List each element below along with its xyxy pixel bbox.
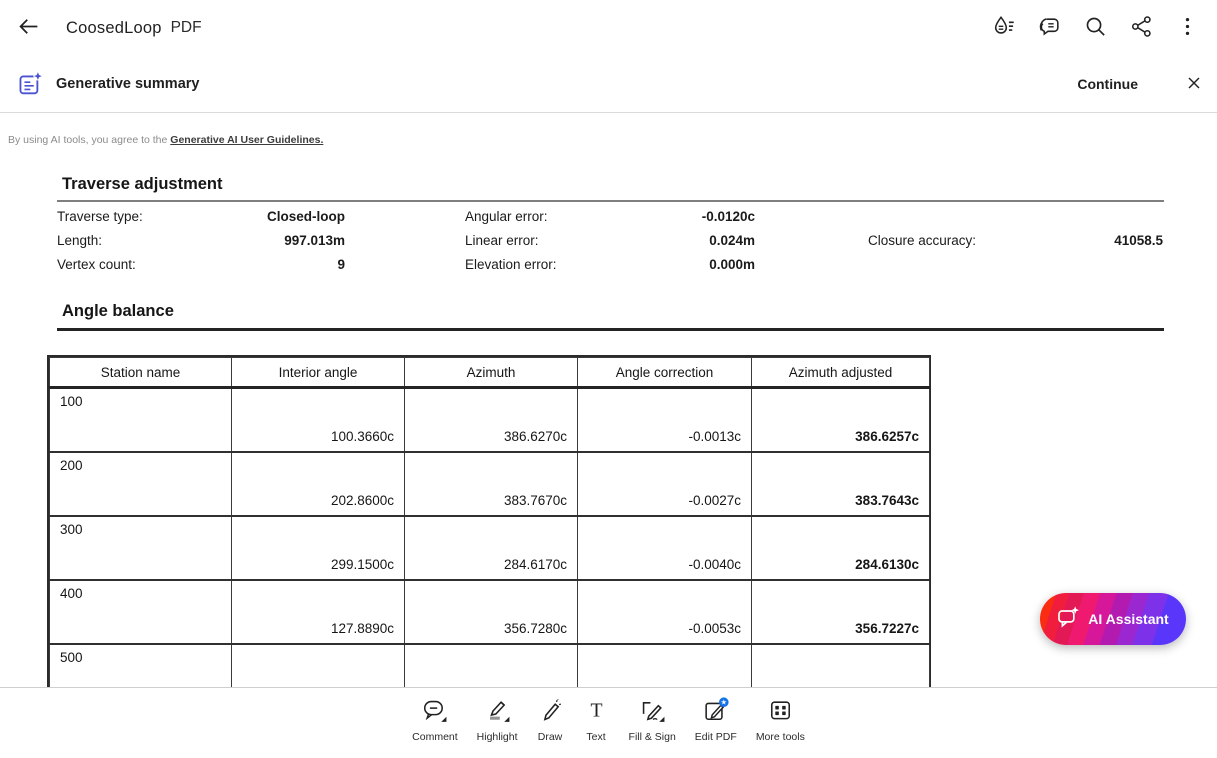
cell-adjusted: 386.6257c	[752, 388, 930, 452]
field-label: Vertex count:	[57, 257, 136, 272]
bottom-toolbar	[0, 688, 1217, 758]
cell-correction: -0.0053c	[578, 580, 752, 644]
cell-azimuth: 383.7670c	[405, 452, 578, 516]
fill-sign-icon	[639, 697, 666, 727]
app-bar	[0, 0, 1217, 56]
field-value: 9	[337, 257, 345, 272]
ai-chat-sparkle-icon	[1057, 606, 1080, 632]
length-field	[57, 232, 345, 250]
cell-station: 200	[50, 452, 232, 516]
col-header-azimuth: Azimuth	[405, 358, 578, 388]
overflow-menu-icon	[1175, 14, 1200, 42]
cell-interior	[232, 644, 405, 688]
cell-station: 300	[50, 516, 232, 580]
field-value: 0.000m	[709, 257, 755, 272]
field-value: Closed-loop	[267, 209, 345, 224]
fill-sign-tool[interactable]	[627, 697, 678, 743]
search-icon	[1083, 14, 1108, 42]
share-button[interactable]	[1129, 14, 1154, 42]
vertex-count-field	[57, 256, 345, 274]
tool-label: Text	[586, 731, 606, 743]
table-row	[50, 516, 930, 580]
traverse-section-rule	[57, 200, 1164, 202]
field-value: 0.024m	[709, 233, 755, 248]
angle-balance-table	[47, 355, 931, 687]
cell-adjusted: 284.6130c	[752, 516, 930, 580]
cell-station: 500	[50, 644, 232, 688]
generative-summary-actions	[1071, 73, 1204, 96]
svg-text:T: T	[590, 699, 603, 722]
angle-balance-heading: Angle balance	[62, 302, 174, 320]
cell-interior: 100.3660c	[232, 388, 405, 452]
col-header-station: Station name	[50, 358, 232, 388]
cell-correction: -0.0040c	[578, 516, 752, 580]
app-bar-actions	[991, 14, 1200, 42]
table-row	[50, 644, 930, 688]
highlight-tool[interactable]	[475, 697, 520, 743]
field-value: 997.013m	[284, 233, 345, 248]
closure-accuracy-field	[868, 232, 1163, 250]
edit-pdf-tool[interactable]	[693, 697, 739, 743]
document-type-label: PDF	[170, 19, 202, 36]
cell-azimuth: 284.6170c	[405, 516, 578, 580]
cell-correction: -0.0013c	[578, 388, 752, 452]
table-header-row	[50, 358, 930, 388]
table-row	[50, 388, 930, 452]
share-icon	[1129, 14, 1154, 42]
traverse-adjustment-heading: Traverse adjustment	[62, 175, 223, 193]
liquid-mode-button[interactable]	[991, 14, 1016, 42]
liquid-mode-icon	[991, 14, 1016, 42]
field-label: Elevation error:	[465, 257, 557, 272]
edit-pdf-icon	[702, 697, 729, 727]
continue-button[interactable]: Continue	[1071, 75, 1144, 93]
cell-adjusted	[752, 644, 930, 688]
tool-label: Comment	[412, 731, 458, 743]
svg-text:★: ★	[720, 697, 728, 707]
field-label: Traverse type:	[57, 209, 143, 224]
col-header-correction: Angle correction	[578, 358, 752, 388]
cell-azimuth: 356.7280c	[405, 580, 578, 644]
generative-summary-bar	[0, 56, 1217, 113]
field-label: Angular error:	[465, 209, 548, 224]
cell-azimuth: 386.6270c	[405, 388, 578, 452]
table-row	[50, 580, 930, 644]
angle-balance-section-rule	[57, 328, 1164, 331]
highlight-icon	[484, 697, 511, 727]
cell-station: 100	[50, 388, 232, 452]
tool-label: Draw	[537, 731, 563, 743]
cell-interior: 127.8890c	[232, 580, 405, 644]
ai-guidelines-link[interactable]: Generative AI User Guidelines.	[170, 133, 324, 146]
cell-interior: 202.8600c	[232, 452, 405, 516]
cell-correction: -0.0027c	[578, 452, 752, 516]
col-header-adjusted: Azimuth adjusted	[752, 358, 930, 388]
field-value: 41058.5	[1114, 233, 1163, 248]
field-label: Length:	[57, 233, 103, 248]
cell-station: 400	[50, 580, 232, 644]
traverse-type-field	[57, 208, 345, 226]
close-button[interactable]	[1184, 73, 1204, 96]
tool-label: Fill & Sign	[628, 731, 676, 743]
ai-disclaimer-text: By using AI tools, you agree to the	[8, 133, 171, 146]
cell-correction	[578, 644, 752, 688]
ai-disclaimer	[8, 134, 323, 146]
cell-azimuth	[405, 644, 578, 688]
text-tool[interactable]	[581, 697, 612, 743]
linear-error-field	[465, 232, 755, 250]
generative-summary-title: Generative summary	[56, 76, 200, 92]
tool-label: Highlight	[476, 731, 518, 743]
comments-icon	[1037, 14, 1062, 42]
close-icon	[1184, 73, 1204, 96]
draw-icon	[537, 697, 564, 727]
cell-interior: 299.1500c	[232, 516, 405, 580]
comment-icon	[421, 697, 448, 727]
search-button[interactable]	[1083, 14, 1108, 42]
draw-tool[interactable]	[535, 697, 566, 743]
angular-error-field	[465, 208, 755, 226]
ai-assistant-label: AI Assistant	[1088, 611, 1169, 627]
field-label: Linear error:	[465, 233, 539, 248]
tool-label: More tools	[755, 731, 805, 743]
generative-summary-icon	[17, 71, 43, 97]
cell-adjusted: 383.7643c	[752, 452, 930, 516]
table-row	[50, 452, 930, 516]
col-header-interior: Interior angle	[232, 358, 405, 388]
more-tools-tool[interactable]	[754, 697, 807, 743]
text-icon	[583, 697, 610, 727]
back-button[interactable]	[16, 14, 41, 42]
cell-adjusted: 356.7227c	[752, 580, 930, 644]
field-label: Closure accuracy:	[868, 233, 977, 248]
ai-assistant-button[interactable]	[1040, 593, 1186, 645]
comment-tool[interactable]	[410, 697, 460, 743]
more-tools-icon	[767, 697, 794, 727]
back-arrow-icon	[16, 14, 41, 42]
field-value: -0.0120c	[701, 209, 755, 224]
comments-button[interactable]	[1037, 14, 1062, 42]
document-title: CoosedLoop	[66, 18, 162, 37]
tool-label: Edit PDF	[694, 731, 737, 743]
elevation-error-field	[465, 256, 755, 274]
overflow-menu-button[interactable]	[1175, 14, 1200, 42]
pdf-page-content	[0, 113, 1217, 687]
